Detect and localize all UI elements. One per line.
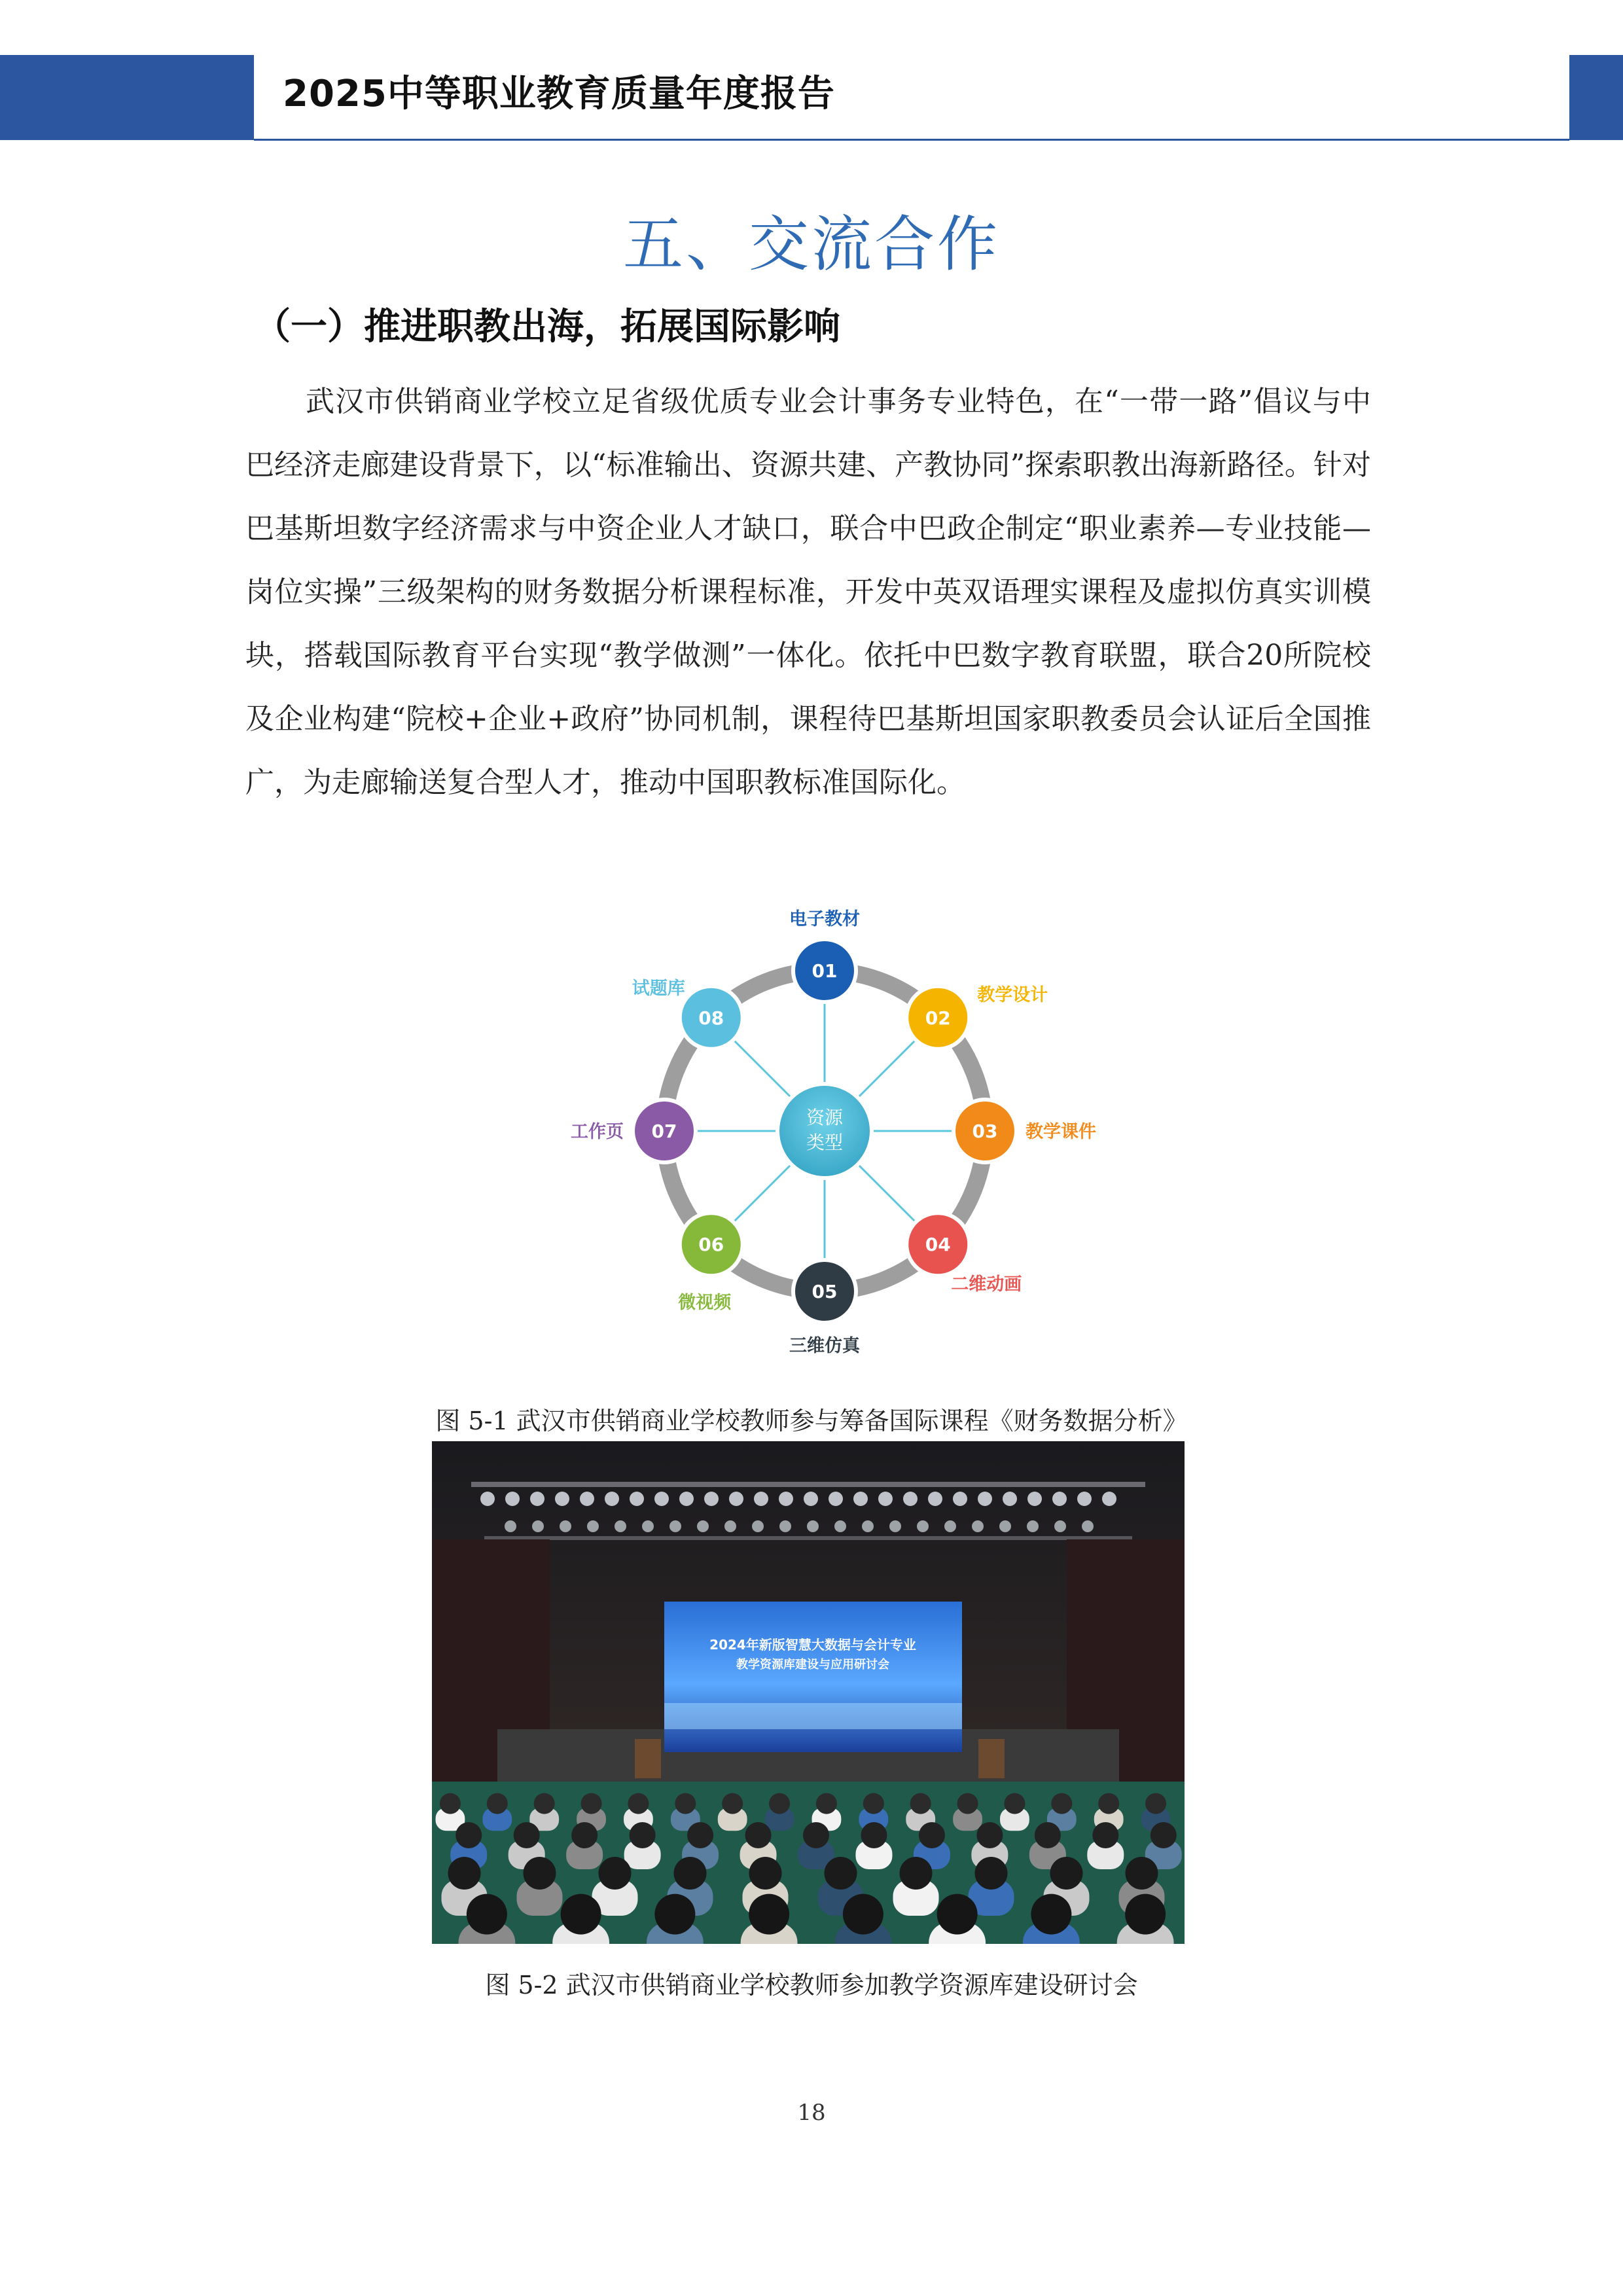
stage-light (1027, 1520, 1039, 1532)
stage-light (480, 1492, 495, 1506)
attendee-head (919, 1822, 945, 1848)
stage-light (917, 1520, 929, 1532)
attendee-head (1126, 1857, 1158, 1890)
stage-light (1027, 1492, 1042, 1506)
attendee-head (722, 1793, 743, 1814)
diagram-node-label: 教学课件 (1026, 1122, 1096, 1142)
attendee-head (910, 1793, 931, 1814)
attendee-head (769, 1793, 790, 1814)
report-title: 2025中等职业教育质量年度报告 (283, 73, 835, 115)
stage-light (953, 1492, 967, 1506)
attendee-head (561, 1894, 601, 1935)
attendee-head (654, 1894, 695, 1935)
diagram-center (777, 1084, 872, 1178)
center-label-2: 类型 (806, 1132, 844, 1153)
stage-light (829, 1492, 843, 1506)
attendee-head (581, 1793, 602, 1814)
stage-light (679, 1492, 694, 1506)
stage-light (972, 1520, 984, 1532)
stage-light (999, 1520, 1011, 1532)
stage-light (669, 1520, 681, 1532)
attendee-head (524, 1857, 556, 1890)
header-rule (254, 139, 1569, 141)
body-paragraph: 武汉市供销商业学校立足省级优质专业会计事务专业特色，在“一带一路”倡议与中巴经济走廊建设背景下，以“标准输出、资源共建、产教协同”探索职教出海新路径。针对巴基斯坦数字经济需求与中资企业人才缺口，联合中巴政企制定“职业素养—专业技能—岗位实操”三级架构的财务数据分析课程标准，开发中英双语理实课程及虚拟仿真实训模块，搭载国际教育平台实现“教学做测”一体化。依托中巴数字教育联盟，联合20所院校及企业构建“院校+企业+政府”协同机制，课程待巴基斯坦国家职教委员会认证后全国推广，为走廊输送复合型人才，推动中国职教标准国际化。 (245, 385, 1371, 799)
stage-light (1054, 1520, 1066, 1532)
attendee-head (975, 1857, 1008, 1890)
diagram-node-number: 02 (925, 1007, 951, 1029)
stage-light (853, 1492, 868, 1506)
stage-light (862, 1520, 874, 1532)
stage-light (505, 1520, 516, 1532)
attendee-head (1125, 1894, 1166, 1935)
resource-type-diagram (543, 893, 1145, 1365)
attendee-head (745, 1822, 772, 1848)
stage-light (903, 1492, 918, 1506)
diagram-node-label: 教学设计 (977, 984, 1048, 1005)
stage-light (1102, 1492, 1116, 1506)
diagram-node-number: 08 (698, 1007, 724, 1029)
stage-light (928, 1492, 942, 1506)
stage-light (704, 1492, 719, 1506)
stage-light (878, 1492, 893, 1506)
stage-light (1082, 1520, 1094, 1532)
stage-light (1077, 1492, 1092, 1506)
attendee-head (1098, 1793, 1119, 1814)
figure-caption-2: 图 5-2 武汉市供销商业学校教师参加教学资源库建设研讨会 (485, 1971, 1138, 2000)
stage-light (1003, 1492, 1017, 1506)
stage-light (630, 1492, 644, 1506)
attendee-head (1031, 1894, 1071, 1935)
attendee-head (467, 1894, 507, 1935)
attendee-head (687, 1822, 713, 1848)
attendee-head (571, 1822, 597, 1848)
attendee-head (749, 1857, 782, 1890)
attendee-head (1150, 1822, 1177, 1848)
attendee-head (861, 1822, 887, 1848)
attendee-head (843, 1894, 883, 1935)
diagram-node-label: 三维仿真 (789, 1336, 860, 1356)
stage-light (729, 1492, 743, 1506)
stage-light (1052, 1492, 1067, 1506)
stage-light (978, 1492, 992, 1506)
stage-light (580, 1492, 594, 1506)
attendee-head (1145, 1793, 1166, 1814)
attendee-head (825, 1857, 857, 1890)
attendee-head (1092, 1822, 1118, 1848)
diagram-node-label: 二维动画 (951, 1274, 1022, 1295)
diagram-node-number: 05 (812, 1281, 838, 1302)
projection-screen (664, 1602, 962, 1752)
stage-light (654, 1492, 669, 1506)
stage-light (834, 1520, 846, 1532)
center-label-1: 资源 (806, 1107, 844, 1128)
attendee-head (749, 1894, 789, 1935)
attendee-head (803, 1822, 829, 1848)
screen-title-2: 教学资源库建设与应用研讨会 (736, 1658, 889, 1672)
diagram-node-number: 07 (651, 1121, 677, 1142)
stage-light (804, 1492, 818, 1506)
attendee-head (599, 1857, 632, 1890)
conference-photo (432, 1441, 1185, 1944)
attendee-head (976, 1822, 1003, 1848)
attendee-head (957, 1793, 978, 1814)
attendee-head (455, 1822, 482, 1848)
stage-light (779, 1492, 793, 1506)
diagram-node-number: 04 (925, 1234, 951, 1256)
screen-title-1: 2024年新版智慧大数据与会计专业 (709, 1637, 916, 1653)
attendee-head (514, 1822, 540, 1848)
attendee-head (534, 1793, 555, 1814)
stage-light (505, 1492, 520, 1506)
attendee-head (1051, 1793, 1072, 1814)
stage-light (615, 1520, 626, 1532)
stage-light (944, 1520, 956, 1532)
stage-light (889, 1520, 901, 1532)
attendee-head (900, 1857, 933, 1890)
stage-light (555, 1492, 569, 1506)
diagram-node-label: 微视频 (678, 1293, 732, 1314)
stage-light (532, 1520, 544, 1532)
stage-light (697, 1520, 709, 1532)
stage-light (807, 1520, 819, 1532)
diagram-node-number: 03 (972, 1121, 998, 1142)
stage-light (530, 1492, 544, 1506)
attendee-head (448, 1857, 481, 1890)
page-number: 18 (797, 2100, 826, 2126)
header-band-right (1569, 55, 1623, 140)
section-title: （一）推进职教出海，拓展国际影响 (254, 306, 840, 348)
stage-light (560, 1520, 571, 1532)
stage-light (724, 1520, 736, 1532)
stage-light (779, 1520, 791, 1532)
diagram-node-label: 电子教材 (789, 909, 860, 929)
diagram-node-number: 06 (698, 1234, 724, 1256)
stage-light (642, 1520, 654, 1532)
attendee-head (1004, 1793, 1025, 1814)
stage-light (754, 1492, 768, 1506)
chapter-title: 五、交流合作 (622, 209, 1000, 279)
attendee-head (630, 1822, 656, 1848)
stage-light (752, 1520, 764, 1532)
attendee-head (675, 1793, 696, 1814)
attendee-head (674, 1857, 707, 1890)
attendee-head (863, 1793, 884, 1814)
diagram-node-label: 试题库 (632, 978, 685, 999)
attendee-head (1050, 1857, 1083, 1890)
attendee-head (1035, 1822, 1061, 1848)
diagram-node-number: 01 (812, 960, 838, 982)
header-band-left (0, 55, 254, 140)
attendee-head (628, 1793, 649, 1814)
stage-light (587, 1520, 599, 1532)
attendee-head (816, 1793, 837, 1814)
figure-caption-1: 图 5-1 武汉市供销商业学校教师参与筹备国际课程《财务数据分析》 (435, 1407, 1188, 1435)
diagram-node-label: 工作页 (571, 1122, 624, 1142)
attendee-head (487, 1793, 508, 1814)
stage-light (605, 1492, 619, 1506)
attendee-head (937, 1894, 978, 1935)
attendee-head (440, 1793, 461, 1814)
